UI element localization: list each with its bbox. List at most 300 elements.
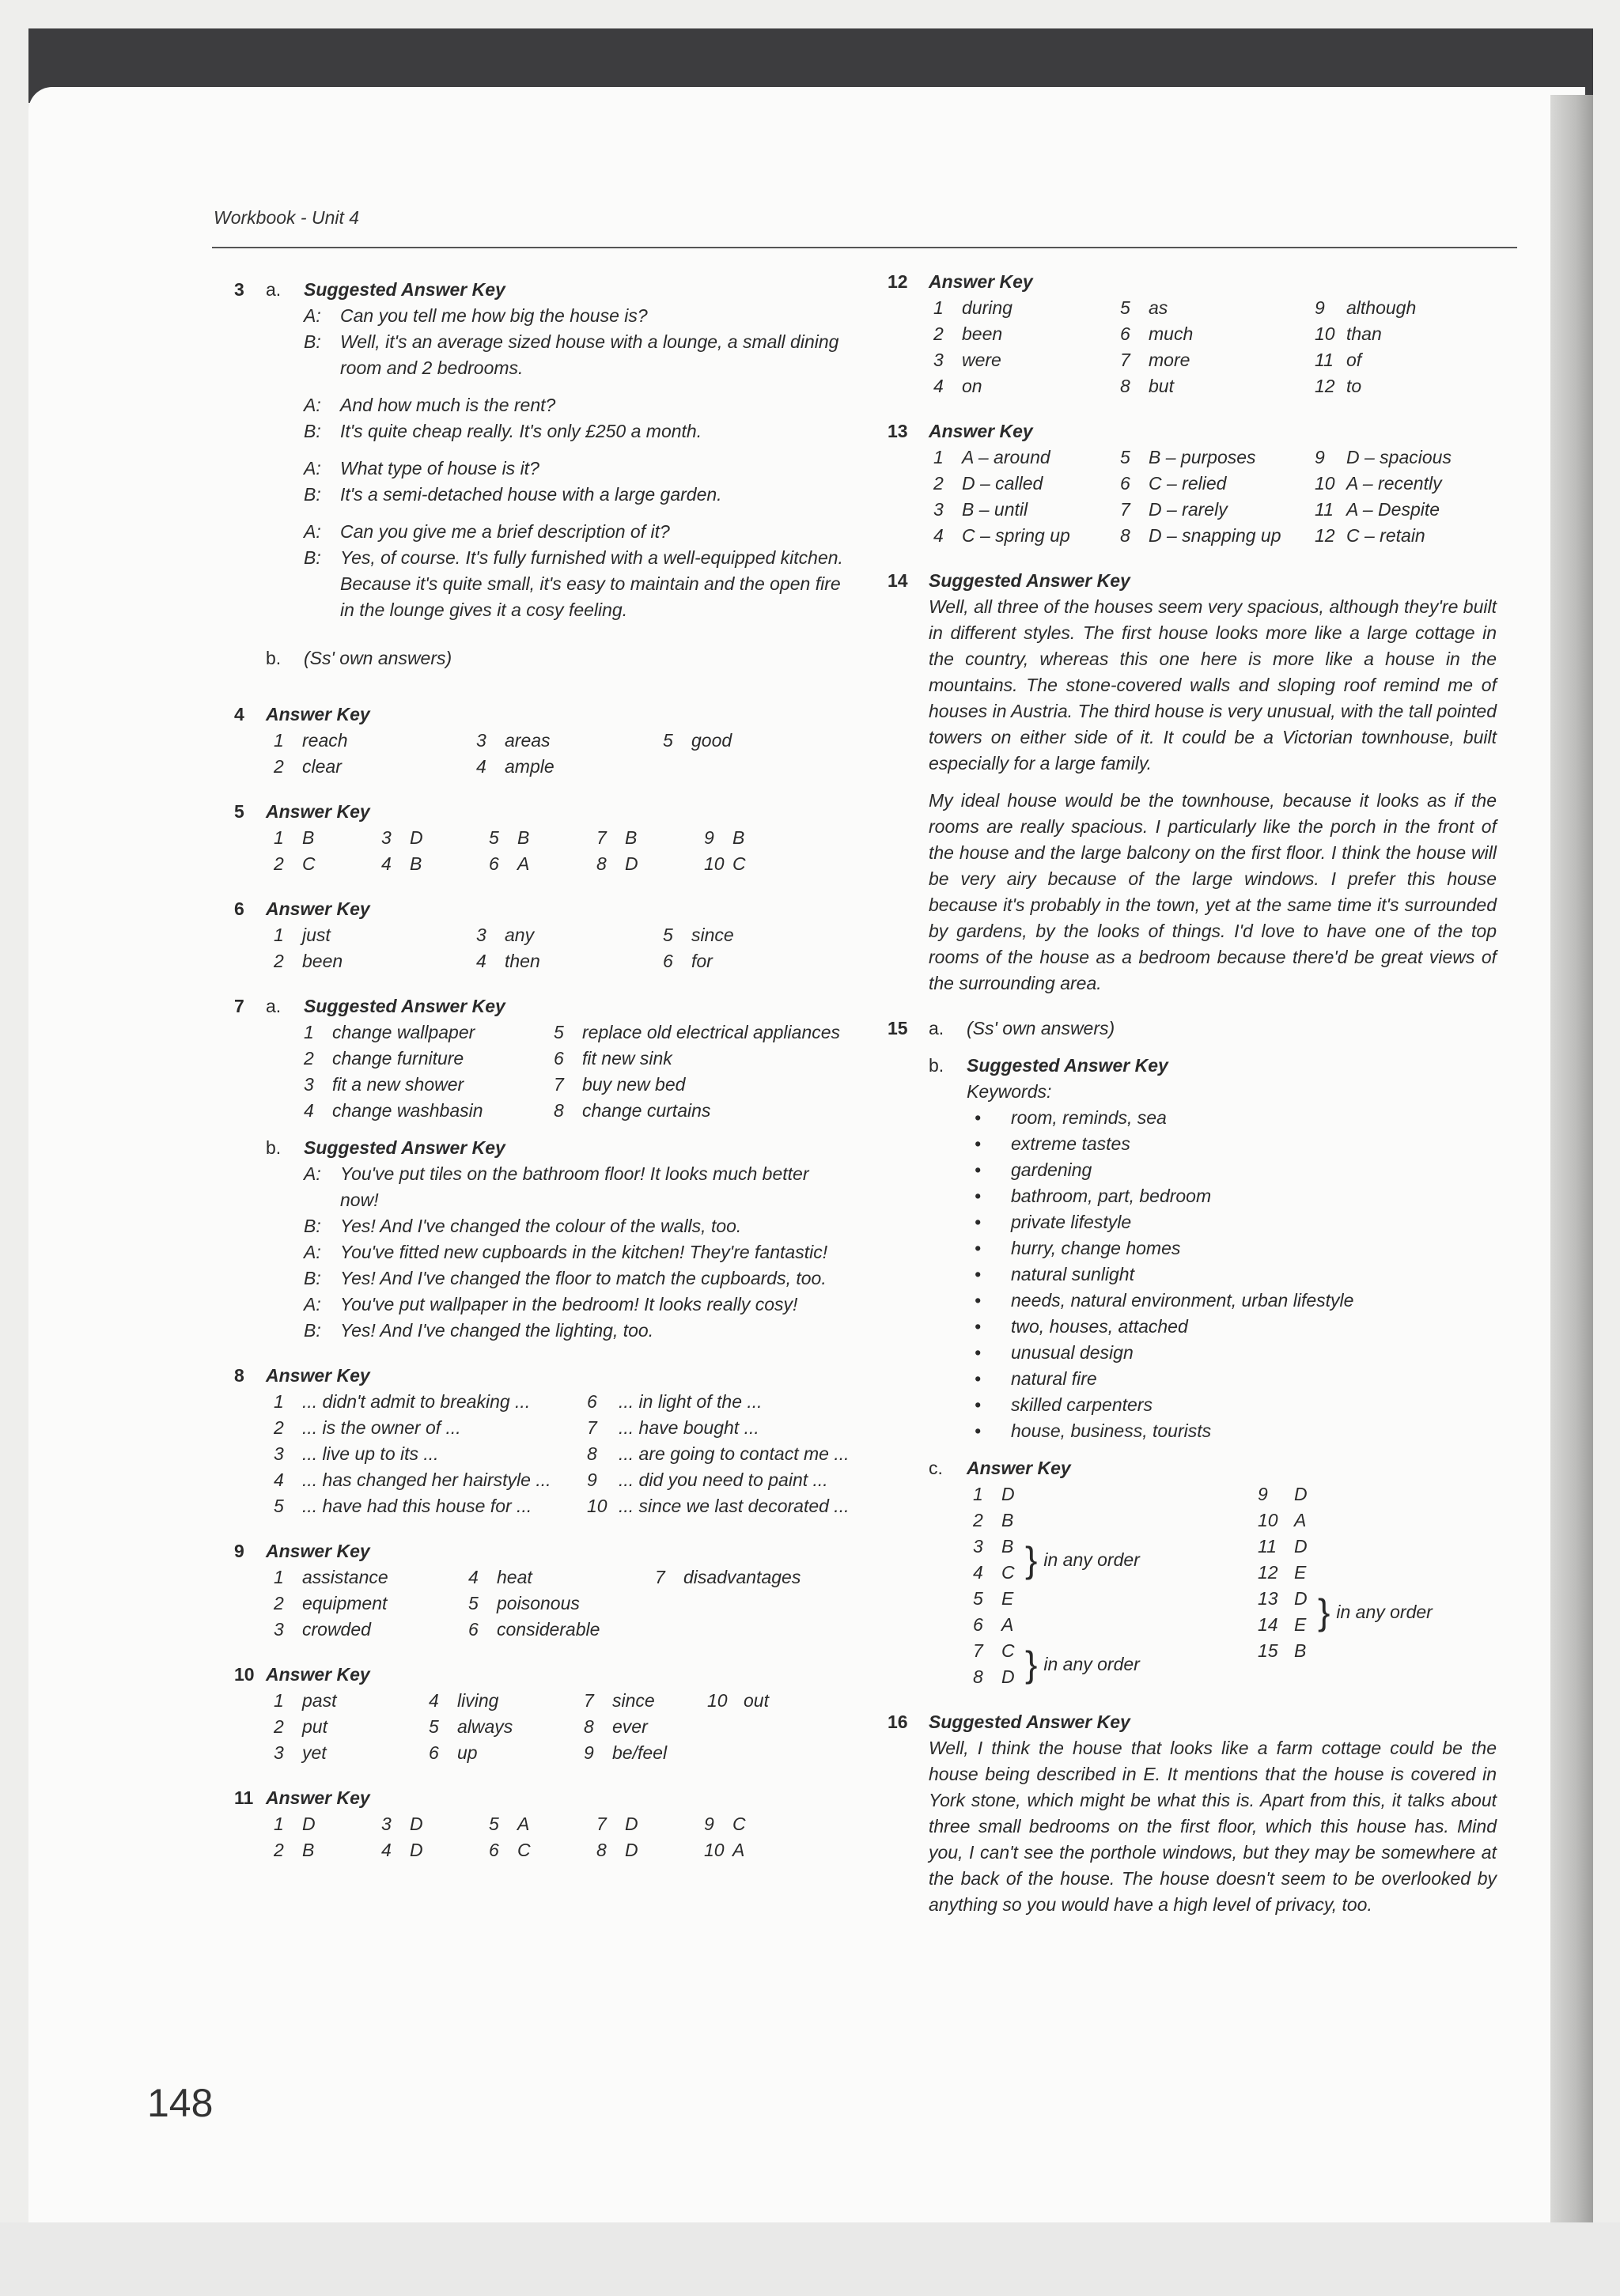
part-label: a. [266, 996, 282, 1016]
answer-paragraph: Well, I think the house that looks like a farm cottage could be the house being described in E. It mentions that the house is covered in York stone, which might be what this is. Apart from this, it talks about three small bedrooms on the first floor, which this house has. Mind you, I can't see the porthole windows, but they may be somewhere at the back of the house. The house doesn't seem to be overlooked by anything so you would have a high level of privacy, too. [929, 1738, 1497, 1915]
item-number [655, 1591, 683, 1617]
item-number: 1 [933, 297, 944, 318]
item-answer: were [962, 350, 1001, 370]
item-number: 10 [704, 853, 725, 874]
part-b [266, 1135, 851, 1344]
item-answer: D [410, 1814, 423, 1834]
answer-value: B [1001, 1510, 1014, 1530]
keyword-item: • needs, natural environment, urban lifestyle [967, 1288, 1497, 1314]
part-a [929, 1016, 1497, 1042]
section-title: Suggested Answer Key [304, 996, 505, 1016]
item-answer: poisonous [497, 1593, 580, 1613]
item-answer: C [517, 1840, 531, 1860]
item-number: 2 [274, 1593, 284, 1613]
item-answer: considerable [497, 1619, 600, 1640]
answer-value: 12 [1258, 1562, 1278, 1583]
keyword-item: • two, houses, attached [967, 1314, 1497, 1340]
item-answer: ... in light of the ... [619, 1391, 763, 1412]
item-answer: areas [505, 730, 551, 751]
item-answer: B [732, 827, 745, 848]
answer-value: B [1294, 1640, 1307, 1661]
section-title: Suggested Answer Key [929, 1712, 1130, 1732]
item-number: 3 [274, 1619, 284, 1640]
item-number: 5 [663, 730, 673, 751]
item-answer: although [1346, 297, 1417, 318]
item-number: 1 [274, 827, 284, 848]
dialogue-line: Can you give me a brief description of it? [340, 521, 670, 542]
item-answer: ... did you need to paint ... [619, 1470, 828, 1490]
item-answer: D [625, 1840, 638, 1860]
exercise-6 [234, 896, 851, 974]
speaker: B: [304, 1320, 321, 1341]
item-answer: A – recently [1346, 473, 1442, 494]
item-answer: B [302, 1840, 315, 1860]
answer-value: 4 [973, 1562, 983, 1583]
item-number: 5 [468, 1593, 479, 1613]
item-answer: A – Despite [1346, 499, 1440, 520]
item-number: 6 [429, 1742, 439, 1763]
item-number: 3 [381, 1814, 392, 1834]
answer-value: 13 [1258, 1588, 1278, 1609]
item-answer: living [457, 1690, 499, 1711]
dialogue-line: What type of house is it? [340, 458, 539, 478]
keyword-item: • private lifestyle [967, 1209, 1497, 1235]
answer-value: 10 [1258, 1510, 1278, 1530]
exercise-10 [234, 1662, 851, 1766]
item-number: 9 [1315, 447, 1325, 467]
section-title: Answer Key [929, 271, 1033, 292]
answer-grid [266, 1688, 851, 1766]
item-number: 9 [1315, 297, 1325, 318]
item-number: 5 [429, 1716, 439, 1737]
answer-value: D [1294, 1588, 1308, 1609]
item-number: 6 [1120, 473, 1130, 494]
item-answer: but [1149, 376, 1174, 396]
item-answer: C – retain [1346, 525, 1425, 546]
item-answer: D [410, 1840, 423, 1860]
keywords-list [967, 1105, 1497, 1444]
item-number: 4 [933, 376, 944, 396]
item-number: 2 [274, 853, 284, 874]
item-answer: change washbasin [332, 1100, 483, 1121]
any-order-note: in any order [1043, 1549, 1140, 1570]
keyword-item: • room, reminds, sea [967, 1105, 1497, 1131]
answer-value: E [1294, 1614, 1307, 1635]
answer-grid [929, 444, 1497, 549]
item-answer: C [302, 853, 316, 874]
answer-value: 6 [973, 1614, 983, 1635]
keyword-item: • natural fire [967, 1366, 1497, 1392]
answer-grid [266, 1811, 851, 1863]
item-number: 3 [933, 499, 944, 520]
item-number: 4 [429, 1690, 439, 1711]
item-answer: disadvantages [683, 1567, 801, 1587]
item-answer: A [517, 853, 530, 874]
item-answer: much [1149, 323, 1194, 344]
item-answer: just [302, 925, 331, 945]
answer-value: B [1001, 1536, 1014, 1557]
item-answer: been [962, 323, 1003, 344]
item-number: 3 [476, 925, 486, 945]
exercise-number: 4 [234, 704, 244, 724]
speaker: B: [304, 547, 321, 568]
answer-text: (Ss' own answers) [304, 648, 452, 668]
item-number: 9 [584, 1742, 594, 1763]
speaker: A: [304, 395, 321, 415]
item-number: 5 [1120, 297, 1130, 318]
item-number: 2 [933, 473, 944, 494]
item-number: 10 [707, 1690, 728, 1711]
item-answer: more [1149, 350, 1190, 370]
item-number: 5 [489, 1814, 499, 1834]
answer-value: 2 [973, 1510, 983, 1530]
item-number: 5 [489, 827, 499, 848]
item-number: 5 [274, 1496, 284, 1516]
item-answer: been [302, 951, 343, 971]
section-title: Suggested Answer Key [304, 279, 505, 300]
answer-value: 14 [1258, 1614, 1278, 1635]
exercise-7 [234, 993, 851, 1344]
dialogue-line: Can you tell me how big the house is? [340, 305, 648, 326]
section-title: Answer Key [266, 1664, 370, 1685]
speaker: A: [304, 1294, 321, 1314]
item-answer: A [732, 1840, 745, 1860]
speaker: A: [304, 305, 321, 326]
item-number: 5 [663, 925, 673, 945]
item-number: 11 [1315, 499, 1334, 520]
answer-paragraph: Well, all three of the houses seem very spacious, although they're built in different styles. The first house looks more like a large cottage in the country, whereas this one here is more like a house in the mountains. The stone-covered walls and sloping roof remind me of houses in Austria. The third house is very unusual, with the tall pointed towers on either side of it. It could be a Victorian townhouse, built especially for a large family. [929, 596, 1497, 774]
header-rule [212, 247, 1517, 248]
item-answer: B [302, 827, 315, 848]
scanner-bottom-band [0, 2222, 1620, 2296]
item-number: 5 [1120, 447, 1130, 467]
answer-grid [266, 728, 851, 780]
item-answer: than [1346, 323, 1382, 344]
item-answer: past [302, 1690, 337, 1711]
item-answer: always [457, 1716, 513, 1737]
answer-value: E [1001, 1588, 1014, 1609]
item-answer: during [962, 297, 1012, 318]
section-title: Answer Key [266, 898, 370, 919]
part-a [266, 993, 851, 1124]
item-number: 2 [304, 1048, 314, 1069]
dialogue [304, 303, 851, 623]
item-number: 6 [468, 1619, 479, 1640]
section-title: Answer Key [266, 1787, 370, 1808]
brace: } [1025, 1539, 1038, 1580]
item-answer: B – until [962, 499, 1028, 520]
exercise-11 [234, 1785, 851, 1863]
item-answer: ... live up to its ... [302, 1443, 439, 1464]
part-label: b. [266, 648, 282, 668]
item-number: 6 [489, 1840, 499, 1860]
part-c [929, 1455, 1497, 1690]
exercise-number: 15 [888, 1018, 908, 1038]
part-label: a. [929, 1018, 944, 1038]
item-number: 7 [596, 827, 607, 848]
keyword-item: • unusual design [967, 1340, 1497, 1366]
speaker: A: [304, 458, 321, 478]
answer-value: C [1001, 1640, 1015, 1661]
item-answer: D [625, 1814, 638, 1834]
item-answer: C – relied [1149, 473, 1227, 494]
dialogue-line: Well, it's an average sized house with a lounge, a small dining room and 2 bedrooms. [340, 331, 839, 378]
item-number: 10 [587, 1496, 608, 1516]
item-answer: any [505, 925, 535, 945]
dialogue-line: You've put tiles on the bathroom floor! It looks much better now! [340, 1163, 809, 1210]
dialogue-line: You've fitted new cupboards in the kitchen! They're fantastic! [340, 1242, 828, 1262]
keywords-label: Keywords: [967, 1081, 1052, 1102]
item-answer: ever [612, 1716, 648, 1737]
item-number: 7 [1120, 499, 1130, 520]
section-title: Answer Key [266, 801, 370, 822]
answer-value: D [1001, 1484, 1015, 1504]
exercise-number: 16 [888, 1712, 908, 1732]
answer-value: 1 [973, 1484, 983, 1504]
exercise-number: 8 [234, 1365, 244, 1386]
item-answer: ... have bought ... [619, 1417, 759, 1438]
item-number: 10 [1315, 323, 1335, 344]
item-answer: A [517, 1814, 530, 1834]
answer-value: 5 [973, 1588, 983, 1609]
part-b [266, 645, 851, 671]
item-answer: D – called [962, 473, 1043, 494]
answer-value: A [1001, 1614, 1014, 1635]
item-number: 11 [1315, 350, 1334, 370]
item-number: 7 [655, 1567, 665, 1587]
exercise-8 [234, 1363, 851, 1519]
item-number: 2 [274, 756, 284, 777]
exercise-number: 9 [234, 1541, 244, 1561]
item-answer: D [302, 1814, 316, 1834]
speaker: B: [304, 484, 321, 505]
answer-value: 15 [1258, 1640, 1278, 1661]
item-number [663, 754, 691, 780]
section-title: Answer Key [266, 704, 370, 724]
dialogue-line: You've put wallpaper in the bedroom! It looks really cosy! [340, 1294, 798, 1314]
exercise-number: 3 [234, 279, 244, 300]
speaker: B: [304, 1268, 321, 1288]
section-title: Answer Key [266, 1541, 370, 1561]
item-number: 6 [663, 951, 673, 971]
dialogue [304, 1161, 851, 1344]
item-number: 3 [274, 1742, 284, 1763]
part-a [266, 277, 851, 623]
item-answer: of [1346, 350, 1362, 370]
item-answer: out [744, 1690, 769, 1711]
item-answer: heat [497, 1567, 532, 1587]
item-answer [744, 1714, 807, 1740]
item-number: 5 [554, 1022, 564, 1042]
part-label: b. [929, 1055, 944, 1076]
speaker: A: [304, 1163, 321, 1184]
item-number [655, 1617, 683, 1643]
speaker: A: [304, 1242, 321, 1262]
item-answer: ample [505, 756, 555, 777]
item-number: 8 [554, 1100, 564, 1121]
item-answer: clear [302, 756, 342, 777]
item-number: 1 [933, 447, 944, 467]
section-title: Answer Key [266, 1365, 370, 1386]
item-answer: B [625, 827, 638, 848]
item-number: 4 [274, 1470, 284, 1490]
keyword-item: • natural sunlight [967, 1261, 1497, 1288]
item-answer: ... have had this house for ... [302, 1496, 532, 1516]
item-answer: C [732, 1814, 746, 1834]
brace: } [1318, 1591, 1330, 1632]
exercise-number: 11 [234, 1787, 254, 1808]
item-answer: fit a new shower [332, 1074, 464, 1095]
exercise-number: 14 [888, 570, 908, 591]
item-number: 1 [304, 1022, 314, 1042]
keyword-item: • bathroom, part, bedroom [967, 1183, 1497, 1209]
item-answer: replace old electrical appliances [582, 1022, 841, 1042]
exercise-number: 5 [234, 801, 244, 822]
item-number: 6 [1120, 323, 1130, 344]
item-answer: buy new bed [582, 1074, 686, 1095]
exercise-5 [234, 799, 851, 877]
item-answer: D – rarely [1149, 499, 1228, 520]
part-label: b. [266, 1137, 282, 1158]
section-title: Suggested Answer Key [304, 1137, 505, 1158]
dialogue-line: Yes! And I've changed the colour of the walls, too. [340, 1216, 742, 1236]
answer-grid [266, 922, 851, 974]
item-answer: C – spring up [962, 525, 1070, 546]
item-number: 2 [933, 323, 944, 344]
item-number: 3 [274, 1443, 284, 1464]
item-answer: B [410, 853, 422, 874]
item-answer [691, 754, 818, 780]
item-number: 8 [596, 1840, 607, 1860]
section-title: Suggested Answer Key [929, 570, 1130, 591]
section-title: Suggested Answer Key [967, 1055, 1168, 1076]
item-answer: change curtains [582, 1100, 711, 1121]
answer-value: C [1001, 1562, 1015, 1583]
keyword-item: • extreme tastes [967, 1131, 1497, 1157]
item-number: 3 [304, 1074, 314, 1095]
item-number [707, 1714, 744, 1740]
answer-value: 3 [973, 1536, 983, 1557]
item-number: 8 [1120, 376, 1130, 396]
exercise-number: 13 [888, 421, 908, 441]
answer-value: D [1294, 1484, 1308, 1504]
answer-value: 7 [973, 1640, 983, 1661]
section-title: Answer Key [929, 421, 1033, 441]
answer-value: E [1294, 1562, 1307, 1583]
answers-1-8 [967, 1481, 1258, 1690]
item-number: 4 [933, 525, 944, 546]
item-number: 3 [476, 730, 486, 751]
item-number: 4 [304, 1100, 314, 1121]
exercise-4 [234, 702, 851, 780]
item-number: 7 [1120, 350, 1130, 370]
item-answer: on [962, 376, 982, 396]
item-number: 12 [1315, 376, 1335, 396]
item-number: 12 [1315, 525, 1335, 546]
item-answer: put [302, 1716, 327, 1737]
dialogue-line: Yes, of course. It's fully furnished with a well-equipped kitchen. Because it's quite small, it's easy to maintain and the open fire in the lounge gives it a cosy feeling. [340, 547, 843, 620]
dialogue-line: It's quite cheap really. It's only £250 a month. [340, 421, 702, 441]
item-answer: reach [302, 730, 348, 751]
answer-value: 11 [1258, 1536, 1277, 1557]
item-answer: ... didn't admit to breaking ... [302, 1391, 531, 1412]
item-answer: ... is the owner of ... [302, 1417, 461, 1438]
item-number [707, 1740, 744, 1766]
item-number: 8 [584, 1716, 594, 1737]
any-order-note: in any order [1336, 1601, 1433, 1622]
brace: } [1025, 1644, 1038, 1685]
item-number: 4 [381, 853, 392, 874]
item-answer: ... has changed her hairstyle ... [302, 1470, 551, 1490]
item-answer: then [505, 951, 540, 971]
item-answer: D – snapping up [1149, 525, 1281, 546]
exercise-number: 7 [234, 996, 244, 1016]
answer-grid [266, 825, 851, 877]
item-number: 1 [274, 1567, 284, 1587]
speaker: A: [304, 521, 321, 542]
keyword-item: • hurry, change homes [967, 1235, 1497, 1261]
answer-value: 9 [1258, 1484, 1268, 1504]
any-order-note: in any order [1043, 1653, 1140, 1674]
keyword-item: • house, business, tourists [967, 1418, 1497, 1444]
exercise-13 [888, 418, 1497, 549]
dialogue-line: It's a semi-detached house with a large garden. [340, 484, 722, 505]
item-number: 1 [274, 1814, 284, 1834]
item-answer: since [612, 1690, 655, 1711]
item-number: 8 [596, 853, 607, 874]
speaker: B: [304, 421, 321, 441]
item-number: 7 [584, 1690, 594, 1711]
answer-grid [266, 1564, 851, 1643]
item-answer: A – around [962, 447, 1050, 467]
dialogue-line: And how much is the rent? [340, 395, 556, 415]
item-number: 1 [274, 925, 284, 945]
part-label: a. [266, 279, 282, 300]
item-number: 1 [274, 1391, 284, 1412]
item-number: 2 [274, 1417, 284, 1438]
exercise-15 [888, 1016, 1497, 1690]
keyword-item: • skilled carpenters [967, 1392, 1497, 1418]
answer-paragraph: My ideal house would be the townhouse, because it looks as if the rooms are really spacious. I particularly like the porch in the front of the house and the large balcony on the first floor. I think the house will be very airy because of the large windows. I prefer this house because it's probably in the town, yet at the same time it's surrounded by gardens, by the looks of things. I'd love to have one of the top rooms of the house as a bedroom because there'd be great views of the surrounding area. [929, 790, 1497, 993]
item-number: 7 [596, 1814, 607, 1834]
answer-value: D [1294, 1536, 1308, 1557]
page-number: 148 [147, 2081, 214, 2125]
answers-9-15 [1258, 1481, 1433, 1690]
item-answer: change furniture [332, 1048, 464, 1069]
item-answer: to [1346, 376, 1362, 396]
item-answer: as [1149, 297, 1168, 318]
item-number: 9 [704, 827, 714, 848]
dialogue-line: Yes! And I've changed the lighting, too. [340, 1320, 654, 1341]
item-number: 6 [587, 1391, 597, 1412]
item-answer: fit new sink [582, 1048, 672, 1069]
item-number: 4 [476, 951, 486, 971]
running-header: Workbook - Unit 4 [214, 207, 360, 228]
item-answer [744, 1740, 807, 1766]
exercise-16 [888, 1709, 1497, 1918]
item-number: 4 [381, 1840, 392, 1860]
item-number: 8 [1120, 525, 1130, 546]
item-number: 2 [274, 1840, 284, 1860]
right-column [888, 269, 1497, 1937]
item-answer: crowded [302, 1619, 371, 1640]
item-answer: B – purposes [1149, 447, 1256, 467]
item-number: 9 [704, 1814, 714, 1834]
item-number: 8 [587, 1443, 597, 1464]
item-answer: assistance [302, 1567, 388, 1587]
item-answer: equipment [302, 1593, 388, 1613]
item-answer: change wallpaper [332, 1022, 475, 1042]
